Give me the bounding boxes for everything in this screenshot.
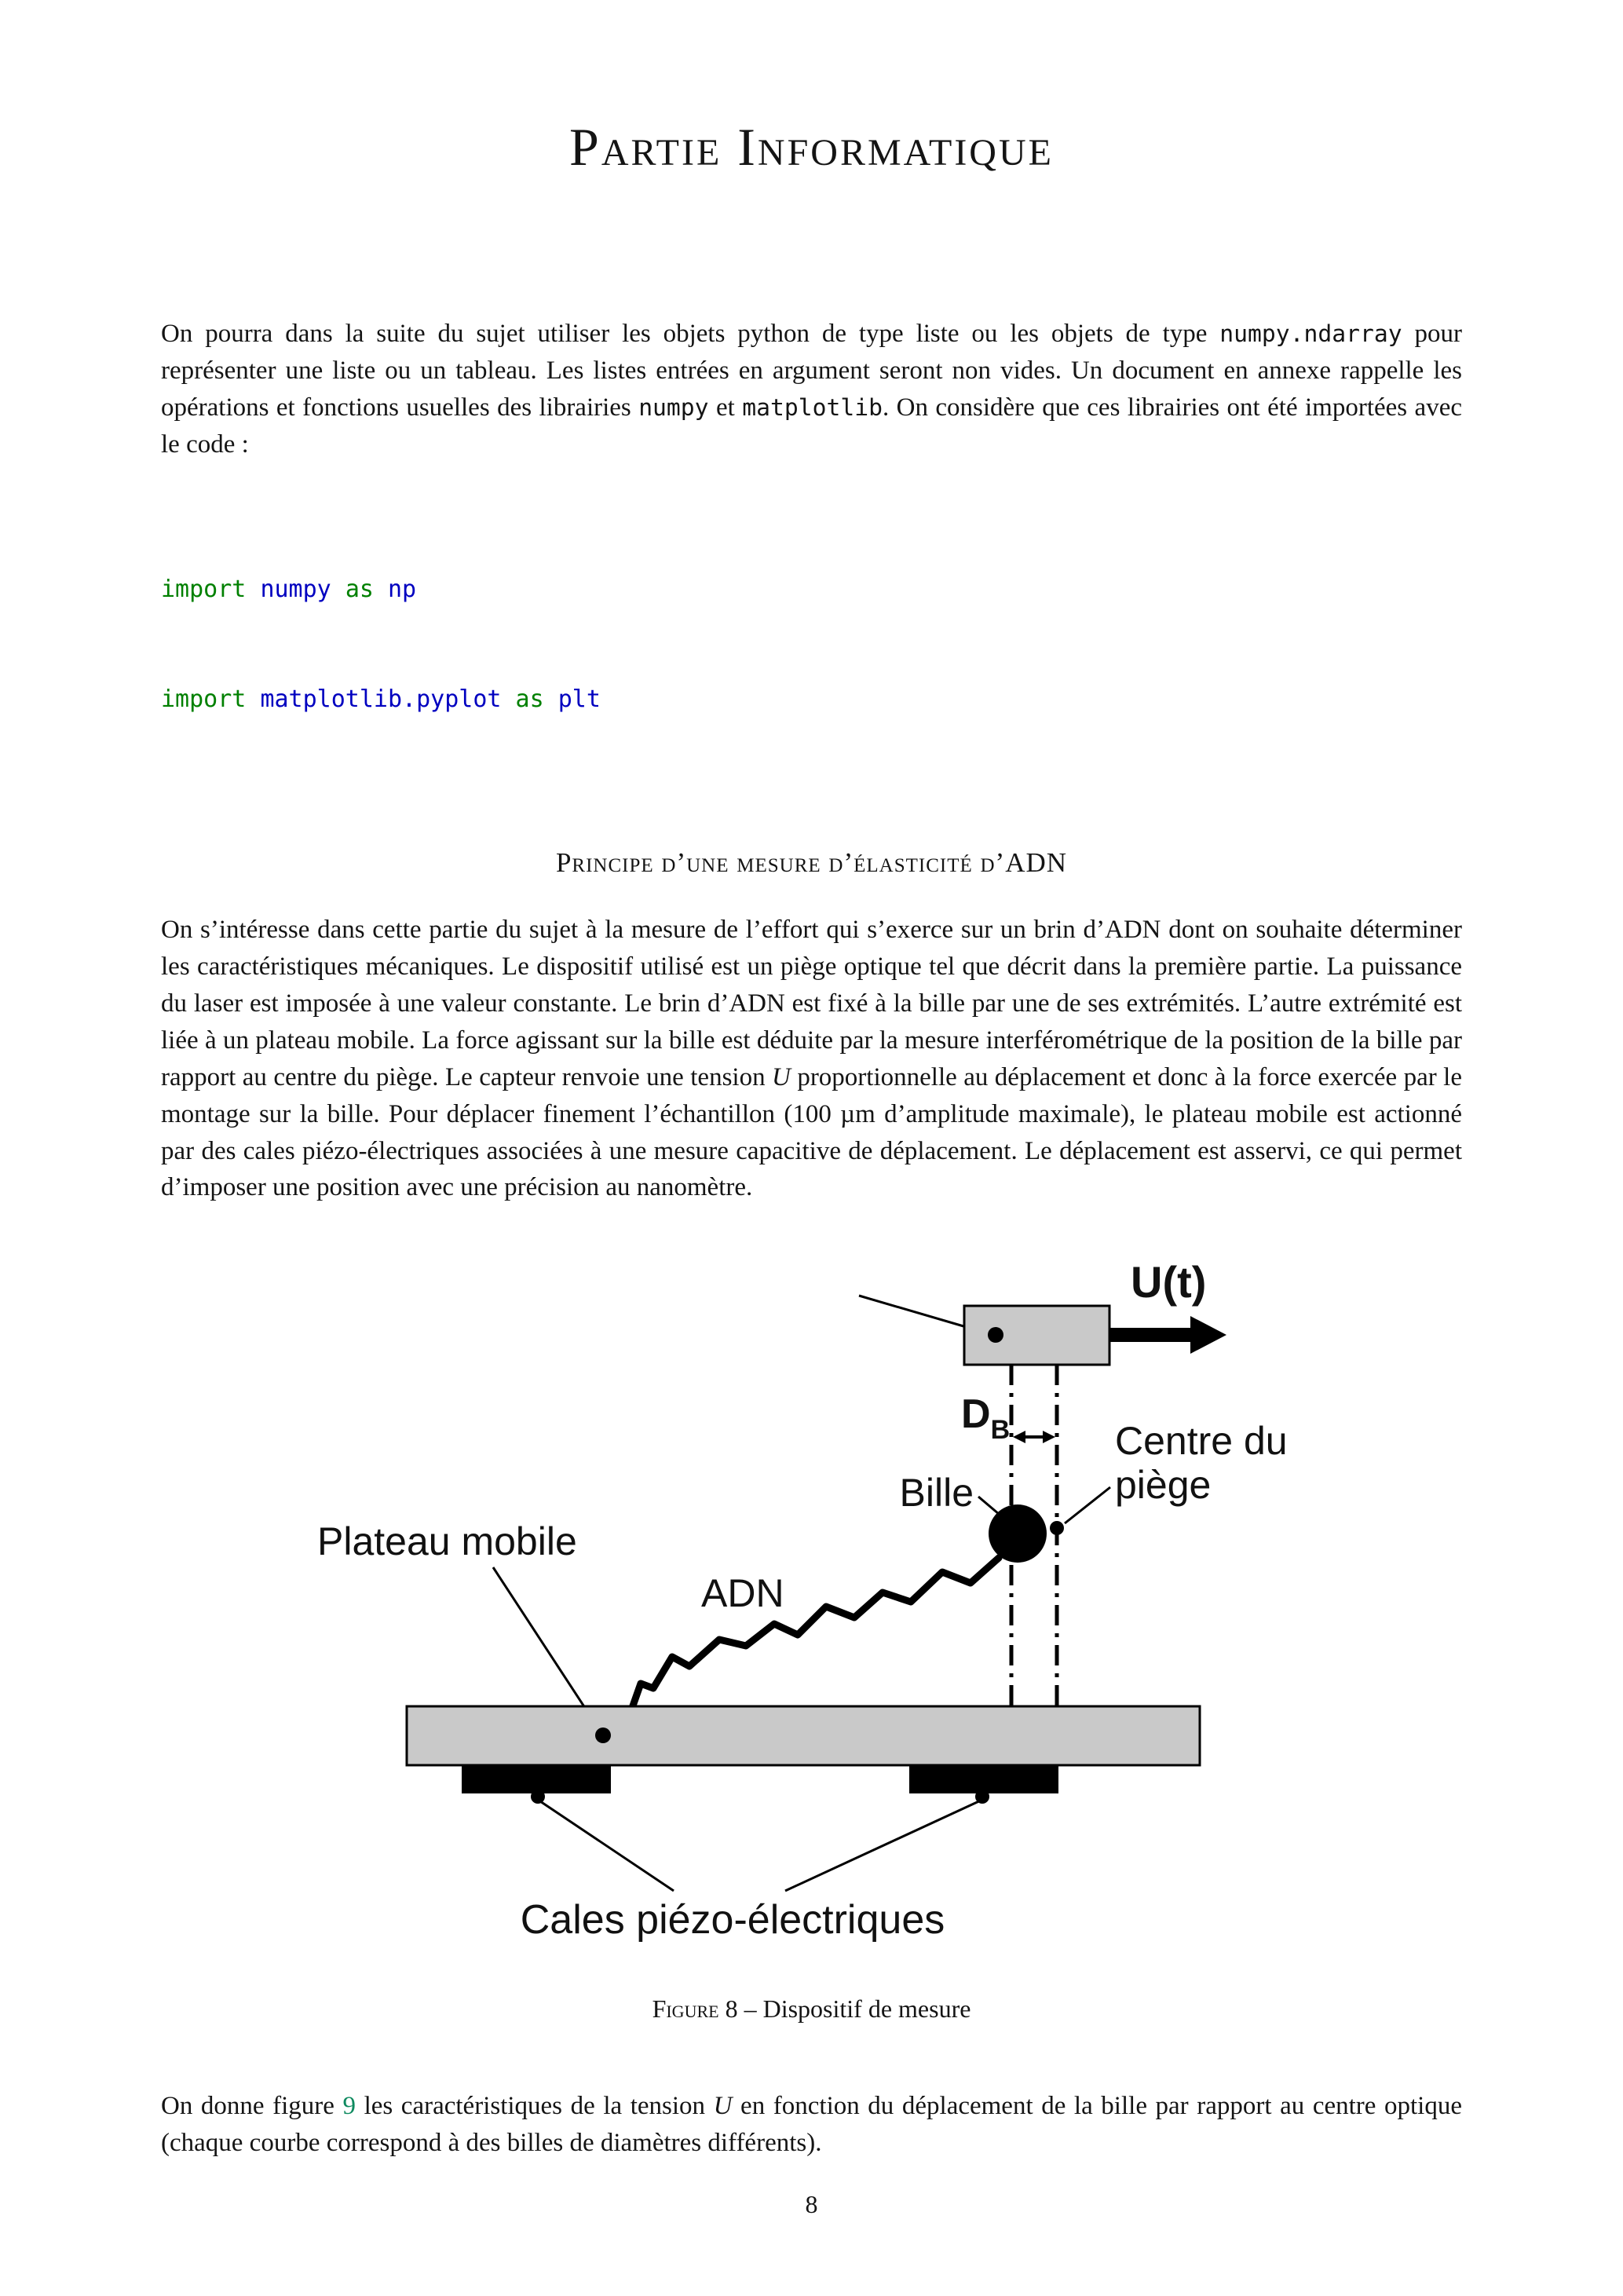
centre-piege-label-line2: piège [1115, 1463, 1212, 1508]
text-segment: . On considère que ces librairies ont été importées avec le code : [161, 393, 1462, 459]
text-segment: as [345, 576, 374, 604]
text-segment: On donne figure [161, 2092, 343, 2121]
text-segment: import [161, 685, 247, 713]
text-segment: import [161, 576, 247, 604]
text-segment: numpy.ndarray [1219, 320, 1402, 348]
figure-9-ref-link[interactable]: 9 [342, 2092, 356, 2121]
text-segment: as [515, 685, 544, 713]
text-segment: On pourra dans la suite du sujet utiliser les objets python de type liste ou les objets de type [161, 320, 1220, 348]
plateau-mobile-label: Plateau mobile [317, 1519, 577, 1564]
text-segment [246, 576, 260, 603]
piezo-foot-left-dot [531, 1790, 545, 1804]
cales-label: Cales piézo-électriques [520, 1897, 945, 1943]
figure-8 [161, 1247, 1462, 2024]
cales-pointer-right-line [785, 1800, 982, 1891]
text-segment: en fonction du déplacement de la bille par rapport au centre optique (chaque courbe correspond à des billes de diamètres différents). [161, 2092, 1462, 2158]
closing-paragraph [161, 2088, 1462, 2162]
interferometre-pointer-line [859, 1296, 969, 1328]
figure-caption [161, 1994, 1462, 2024]
text-segment: 8 – Dispositif de mesure [718, 1994, 971, 2024]
centre-piege-label-line1: Centre du [1115, 1419, 1288, 1464]
centre-piege-pointer-line [1065, 1487, 1110, 1523]
text-segment [246, 686, 260, 713]
figure-8-diagram [305, 1247, 1325, 1954]
cales-pointer-left-line [538, 1800, 674, 1891]
text-segment: matplotlib [742, 393, 883, 422]
text-segment [501, 686, 515, 713]
code-line [161, 572, 1462, 609]
text-segment: np [388, 576, 417, 604]
text-segment: U [772, 1062, 791, 1091]
text-segment: matplotlib.pyplot [260, 685, 502, 713]
text-segment: numpy [260, 576, 331, 604]
principle-paragraph [161, 912, 1462, 1206]
text-segment: On s’intéresse dans cette partie du sujet à la mesure de l’effort qui s’exerce sur un brin d’ADN dont on souhaite déterminer les caractéristiques mécaniques. Le dispositif utilisé est un piège optique tel que décrit dans la première partie. La puissance du laser est imposée à une valeur constante. Le brin d’ADN est fixé à la bille par une de ses extrémités. L’autre extrémité est liée à un plateau mobile. La force agissant sur la bille est déduite par la mesure interférométrique de la position de la bille par rapport au centre du piège. Le capteur renvoie une tension [161, 916, 1462, 1091]
piezo-foot-left [462, 1765, 611, 1793]
text-segment [331, 576, 345, 603]
code-block [161, 499, 1462, 791]
bille-label: Bille [899, 1471, 974, 1515]
centre-piege-dot [1050, 1521, 1064, 1535]
interferometer-box [964, 1306, 1109, 1365]
page-title: Partie Informatique [569, 117, 1054, 177]
interferometer-dot [988, 1327, 1003, 1343]
page-number: 8 [805, 2190, 818, 2218]
adn-label: ADN [701, 1571, 784, 1616]
bille-pointer-line [978, 1497, 999, 1514]
text-segment: pour représenter une liste ou un tableau. Les listes entrées en argument seront non vides. Un document en annexe rappelle les opérations et fonctions usuelles des librairies [161, 320, 1462, 422]
db-label-sub: B [990, 1415, 1011, 1446]
platform-dot [595, 1727, 611, 1743]
text-segment: numpy [638, 393, 709, 422]
text-segment: plt [557, 685, 601, 713]
db-label-main: D [961, 1391, 991, 1438]
ut-arrow-head-icon [1190, 1316, 1226, 1354]
text-segment: et [708, 393, 743, 422]
ut-label: U(t) [1131, 1257, 1207, 1307]
piezo-foot-right [909, 1765, 1058, 1793]
text-segment: les caractéristiques de la tension [356, 2092, 714, 2121]
code-line [161, 682, 1462, 718]
db-label [961, 1391, 1010, 1445]
db-arrow-right-head-icon [1043, 1431, 1055, 1443]
text-segment [544, 686, 558, 713]
intro-paragraph [161, 316, 1462, 462]
bille-circle [989, 1504, 1047, 1563]
text-segment: U [713, 2092, 733, 2121]
platform-rect [407, 1706, 1200, 1765]
text-segment [374, 576, 388, 603]
adn-strand-path [631, 1558, 999, 1710]
db-arrow-left-head-icon [1013, 1431, 1025, 1443]
text-segment: Figure [652, 1994, 719, 2024]
section-heading: Principe d’une mesure d’élasticité d’ADN [555, 847, 1068, 879]
text-segment: proportionnelle au déplacement et donc à la force exercée par le montage sur la bille. Pour déplacer finement l’échantillon (100 µm d’amplitude maximale), le plateau mobile est actionné par des cales piézo-électriques associées à une mesure capacitive de déplacement. Le déplacement est asservi, ce qui permet d’imposer une position avec une précision au nanomètre. [161, 1062, 1462, 1202]
